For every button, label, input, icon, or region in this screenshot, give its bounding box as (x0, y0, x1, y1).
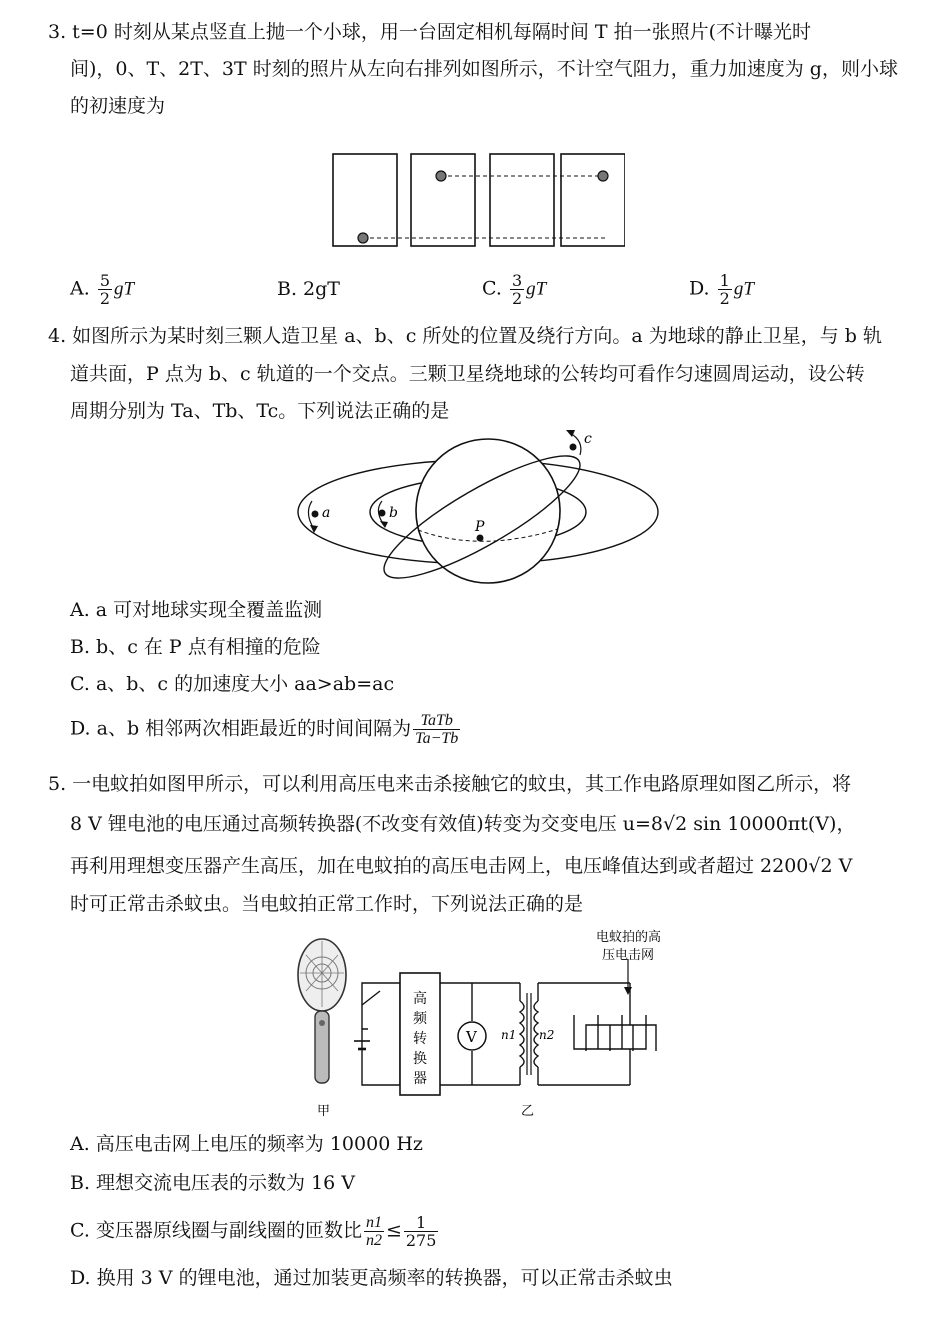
option-d-suffix: gT (733, 278, 754, 300)
q5-option-a[interactable]: A. 高压电击网上电压的频率为 10000 Hz (70, 1133, 423, 1155)
q5-option-c-fraction-2 (404, 1214, 439, 1249)
option-d-prefix: D. (689, 277, 710, 300)
q5-option-c-den2: 275 (405, 1231, 437, 1250)
q5-line-2: 8 V 锂电池的电压通过高频转换器(不改变有效值)转变为交变电压 u=8√2 sin 10000πt(V)， (70, 813, 856, 835)
option-c-num: 3 (511, 271, 523, 290)
label-p: P (475, 519, 485, 535)
label-yi: 乙 (521, 1104, 535, 1119)
ball-t0 (358, 233, 368, 243)
q3-photo-figure (325, 150, 625, 252)
label-n2: n2 (539, 1028, 555, 1042)
photo-frame-1 (411, 154, 475, 246)
q5-option-c-leq: ≤ (385, 1219, 402, 1242)
option-c-den: 2 (511, 289, 523, 308)
q3-line-2: 间)，0、T、2T、3T 时刻的照片从左向右排列如图所示，不计空气阻力，重力加速度为 g，则小球 (70, 58, 898, 80)
label-jia: 甲 (317, 1104, 331, 1119)
q3-option-c[interactable] (482, 272, 546, 307)
option-d-num: 1 (719, 271, 730, 290)
racket-icon (298, 939, 346, 1083)
photo-frame-2 (490, 154, 554, 246)
option-d-den: 2 (719, 289, 730, 308)
option-a-suffix: gT (114, 278, 135, 300)
q5-circuit-figure (290, 925, 690, 1120)
q5-line-4: 时可正常击杀蚊虫。当电蚊拍正常工作时，下列说法正确的是 (70, 893, 584, 915)
option-d-fraction (718, 272, 732, 307)
q3-line-3: 的初速度为 (70, 95, 166, 117)
q4-option-a[interactable]: A. a 可对地球实现全覆盖监测 (70, 599, 323, 621)
voltmeter-label: V (466, 1028, 477, 1046)
q5-option-c-den1: n2 (365, 1232, 382, 1249)
q5-option-c[interactable] (70, 1214, 440, 1249)
q5-option-d[interactable]: D. 换用 3 V 的锂电池，通过加装更高频率的转换器，可以正常击杀蚊虫 (70, 1267, 673, 1289)
q4-option-c[interactable]: C. a、b、c 的加速度大小 aa>ab=ac (70, 673, 395, 695)
option-a-prefix: A. (70, 277, 90, 300)
q4-line-1: 4. 如图所示为某时刻三颗人造卫星 a、b、c 所处的位置及绕行方向。a 为地球的静止卫星，与 b 轨 (48, 325, 882, 347)
q4-option-b[interactable]: B. b、c 在 P 点有相撞的危险 (70, 636, 321, 658)
label-b: b (389, 505, 398, 521)
q5-line-1: 5. 一电蚊拍如图甲所示，可以利用高压电来击杀接触它的蚊虫，其工作电路原理如图乙所示，将 (48, 773, 852, 795)
photo-frame-3 (561, 154, 625, 246)
q5-option-c-num2: 1 (404, 1214, 439, 1232)
option-a-den: 2 (99, 289, 110, 308)
converter-char-4: 换 (413, 1051, 427, 1067)
option-c-prefix: C. (482, 277, 502, 300)
q4-line-2: 道共面，P 点为 b、c 轨道的一个交点。三颗卫星绕地球的公转均可看作匀速圆周运动，设公转 (70, 363, 865, 385)
q5-option-c-fraction-1 (364, 1214, 384, 1249)
q5-line-3: 再利用理想变压器产生高压，加在电蚊拍的高压电击网上，电压峰值达到或者超过 2200√2 V (70, 855, 853, 877)
converter-char-1: 高 (413, 991, 427, 1007)
option-a-fraction (98, 272, 112, 307)
q3-option-d[interactable] (689, 272, 754, 307)
converter-char-2: 频 (413, 1011, 427, 1027)
q4-satellite-figure (290, 425, 670, 593)
net-label-line-1: 电蚊拍的高 (596, 930, 662, 945)
q4-option-d-num: TaTb (413, 712, 460, 730)
option-c-suffix: gT (526, 278, 547, 300)
ball-t1 (436, 171, 446, 181)
q3-option-b[interactable] (277, 276, 340, 302)
q4-option-d-den: Ta−Tb (415, 730, 459, 747)
q3-line-1: 3. t=0 时刻从某点竖直上抛一个小球，用一台固定相机每隔时间 T 拍一张照片(不计曝光时 (48, 21, 812, 43)
q4-option-d[interactable] (70, 712, 462, 747)
converter-char-5: 器 (413, 1071, 427, 1087)
converter-char-3: 转 (413, 1031, 427, 1047)
satellite-a (312, 511, 319, 518)
q5-option-b[interactable]: B. 理想交流电压表的示数为 16 V (70, 1172, 356, 1194)
label-c: c (584, 431, 592, 447)
net-label-line-2: 压电击网 (602, 948, 655, 963)
q5-option-c-num1: n1 (365, 1214, 382, 1231)
q4-option-d-fraction (413, 712, 460, 747)
label-a: a (322, 505, 331, 521)
satellite-c (570, 444, 577, 451)
q4-option-d-text: D. a、b 相邻两次相距最近的时间间隔为 (70, 717, 412, 740)
option-b-text: B. 2gT (277, 278, 340, 300)
q5-option-c-text: C. 变压器原线圈与副线圈的匝数比 (70, 1219, 362, 1242)
net-pointer-arrow-icon (624, 987, 632, 995)
primary-coil-icon (520, 1001, 524, 1067)
q4-line-3: 周期分别为 Ta、Tb、Tc。下列说法正确的是 (70, 400, 450, 422)
point-p (477, 535, 484, 542)
electric-net-icon (574, 1015, 656, 1051)
q3-option-a[interactable] (70, 272, 134, 307)
secondary-coil-icon (534, 1001, 538, 1067)
option-c-fraction (510, 272, 524, 307)
option-a-num: 5 (99, 271, 110, 290)
ball-t3 (598, 171, 608, 181)
label-n1: n1 (501, 1028, 517, 1042)
photo-frame-0 (333, 154, 397, 246)
